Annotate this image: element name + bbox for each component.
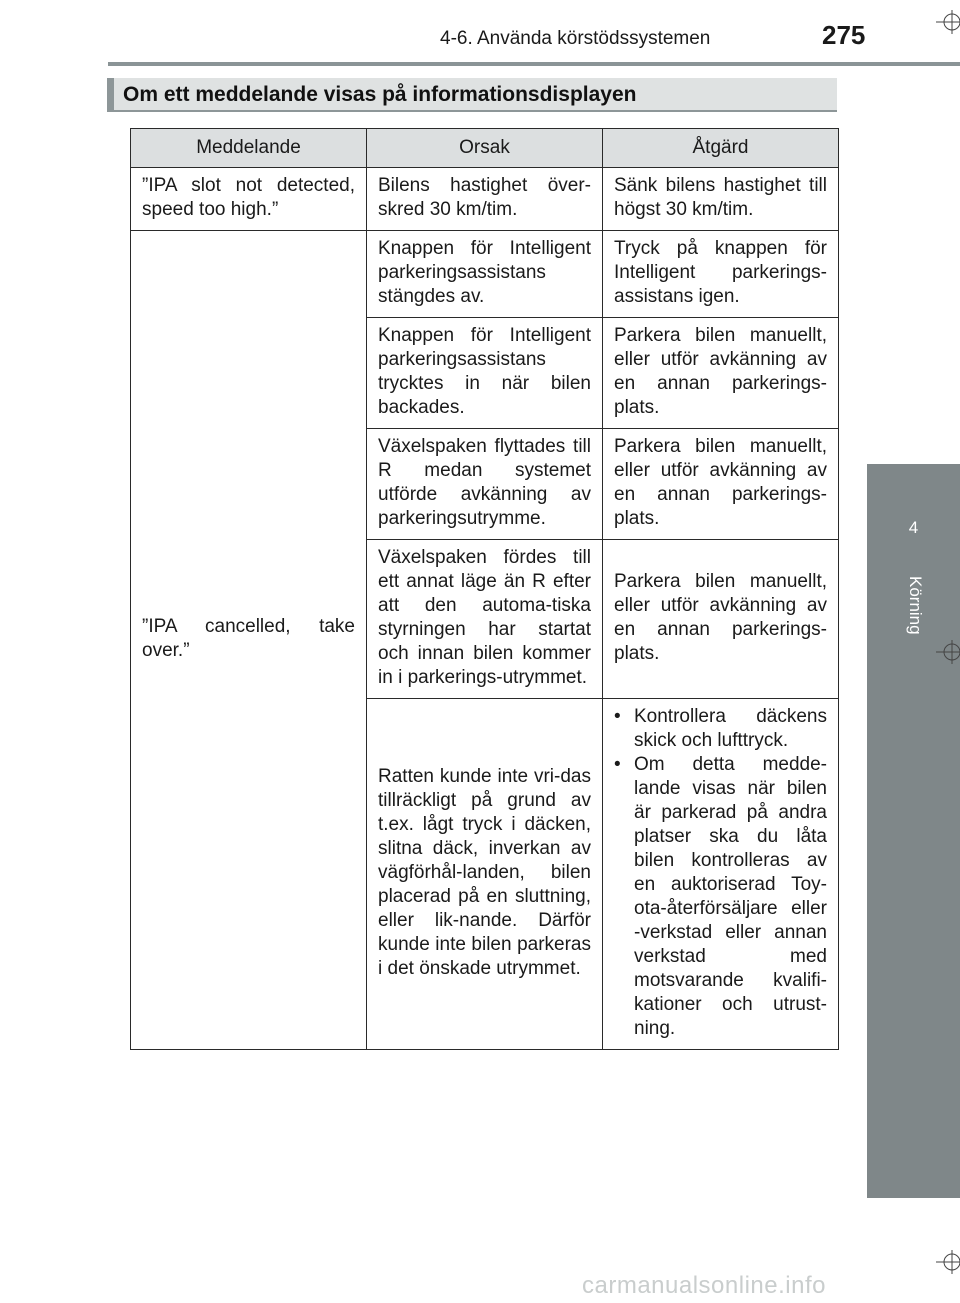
column-header-message: Meddelande [131, 129, 367, 168]
action-text: Parkera bilen manuellt, eller utför avkänning av en annan parkerings-plats. [614, 325, 827, 418]
action-cell [603, 699, 839, 1050]
message-text: ”IPA slot not detected, speed too high.” [142, 175, 355, 220]
message-text: ”IPA cancelled, take over.” [142, 616, 355, 661]
chapter-title: 4-6. Använda körstödssystemen [440, 28, 711, 49]
action-bullet: • Om detta medde-lande visas när bilen är parkerad på andra platser ska du låta bilen kontrolleras av en auktoriserad Toy-ota-återförsäljare eller -verkstad eller annan verkstad med motsvarande kvalifi-kationer och utrust-ning. [614, 753, 827, 1041]
action-text: Sänk bilens hastighet till högst 30 km/tim. [614, 175, 827, 220]
section-heading-label: Om ett meddelande visas på informationsdisplayen [123, 83, 637, 106]
cause-cell [367, 699, 603, 1050]
registration-mark-icon [936, 1250, 960, 1274]
column-header-action: Åtgärd [603, 129, 839, 168]
message-table [130, 128, 839, 1050]
chapter-label: Körning [906, 576, 925, 635]
action-text: Tryck på knappen för Intelligent parkerings-assistans igen. [614, 238, 827, 307]
cause-text: Knappen för Intelligent parkeringsassistans stängdes av. [378, 238, 591, 307]
cause-cell [367, 540, 603, 699]
watermark-text: carmanualsonline.info [582, 1272, 826, 1299]
action-text: Parkera bilen manuellt, eller utför avkänning av en annan parkerings-plats. [614, 571, 827, 664]
registration-mark-icon [936, 640, 960, 664]
registration-mark-icon [936, 10, 960, 34]
action-cell [603, 429, 839, 540]
chapter-number: 4 [908, 518, 919, 537]
action-text: Parkera bilen manuellt, eller utför avkänning av en annan parkerings-plats. [614, 436, 827, 529]
action-bullet-list [614, 705, 827, 1041]
message-cell [131, 231, 367, 1050]
cause-text: Växelspaken flyttades till R medan systemet utförde avkänning av parkeringsutrymme. [378, 436, 591, 529]
cause-cell [367, 318, 603, 429]
cause-cell [367, 429, 603, 540]
action-cell [603, 318, 839, 429]
table-row [131, 168, 839, 231]
heading-accent-bar [107, 78, 114, 110]
cause-text: Knappen för Intelligent parkeringsassistans trycktes in när bilen backades. [378, 325, 591, 418]
action-cell [603, 168, 839, 231]
section-heading [107, 78, 837, 112]
message-cell [131, 168, 367, 231]
cause-text: Växelspaken fördes till ett annat läge än R efter att den automa-tiska styrningen har startat och innan bilen kommer in i parkerings-utrymmet. [378, 547, 591, 688]
action-cell [603, 231, 839, 318]
table-header-row [131, 129, 839, 168]
action-bullet: • Kontrollera däckens skick och lufttryck. [614, 705, 827, 753]
action-cell [603, 540, 839, 699]
header-rule [108, 62, 960, 66]
cause-text: Ratten kunde inte vri-das tillräckligt på grund av t.ex. lågt tryck i däcken, slitna däck, inverkan av vägförhål-landen, bilen placerad på en sluttning, eller lik-nande. Därför kunde inte bilen parkeras i det önskade utrymmet. [378, 766, 591, 979]
cause-cell [367, 231, 603, 318]
chapter-side-tab [867, 464, 960, 1198]
column-header-cause: Orsak [367, 129, 603, 168]
cause-text: Bilens hastighet över-skred 30 km/tim. [378, 175, 591, 220]
cause-cell [367, 168, 603, 231]
table-row [131, 231, 839, 318]
page-number: 275 [822, 20, 866, 50]
